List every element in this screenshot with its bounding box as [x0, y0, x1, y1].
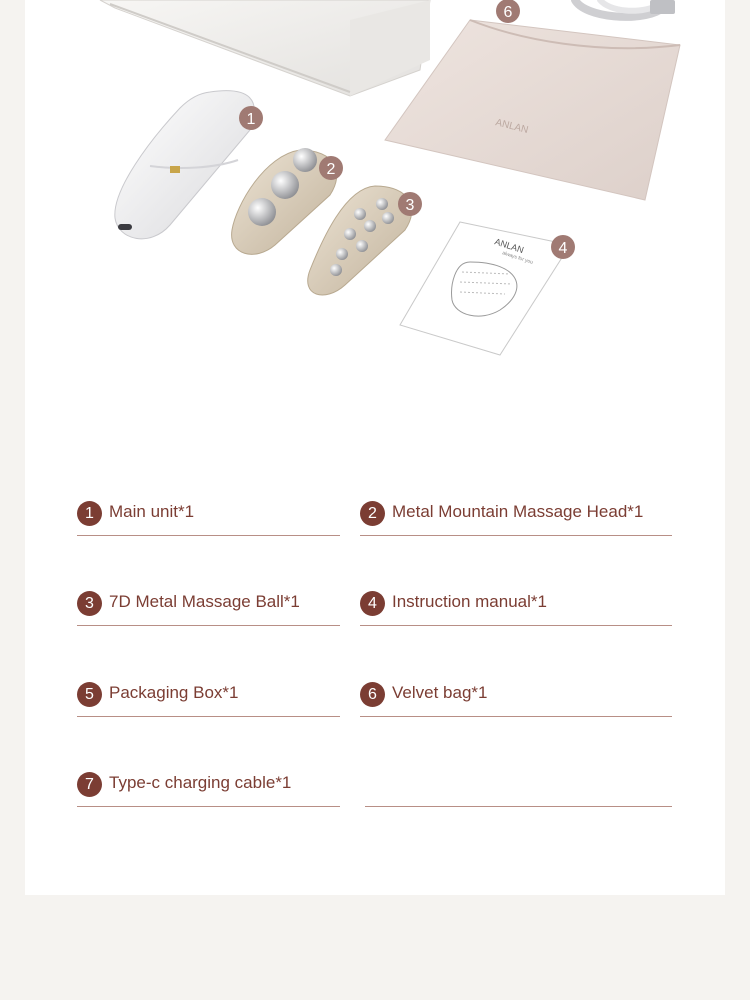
svg-text:2: 2 — [326, 161, 336, 178]
list-item-massage-ball — [77, 585, 340, 626]
list-item-empty — [365, 766, 672, 807]
item-number-badge: 4 — [360, 591, 385, 616]
charging-cable-image — [575, 0, 675, 17]
svg-text:ANLAN: ANLAN — [494, 117, 530, 136]
callout-1 — [239, 106, 263, 130]
svg-text:6: 6 — [503, 4, 513, 21]
packaging-box-image — [100, 0, 430, 96]
item-label: Type-c charging cable*1 — [109, 773, 292, 792]
callout-2 — [319, 156, 343, 180]
item-label: 7D Metal Massage Ball*1 — [109, 592, 300, 611]
list-item-instruction-manual — [360, 585, 672, 626]
svg-text:3: 3 — [405, 197, 415, 214]
manual-brand: ANLAN — [493, 236, 526, 256]
list-item-charging-cable — [77, 766, 340, 807]
instruction-manual-image — [400, 222, 570, 355]
list-item-velvet-bag — [360, 676, 672, 717]
item-label: Packaging Box*1 — [109, 683, 239, 702]
item-number-badge: 7 — [77, 772, 102, 797]
item-label: Instruction manual*1 — [392, 592, 547, 611]
callout-4 — [551, 235, 575, 259]
item-number-badge: 2 — [360, 501, 385, 526]
item-number-badge: 1 — [77, 501, 102, 526]
callout-3 — [398, 192, 422, 216]
item-number-badge: 3 — [77, 591, 102, 616]
item-label: Metal Mountain Massage Head*1 — [392, 502, 644, 521]
callout-6 — [496, 0, 520, 23]
item-number-badge: 5 — [77, 682, 102, 707]
list-item-massage-head — [360, 495, 672, 536]
manual-tagline: always for you — [501, 250, 534, 266]
item-label: Velvet bag*1 — [392, 683, 488, 702]
package-contents-photo — [0, 0, 750, 380]
item-number-badge: 6 — [360, 682, 385, 707]
svg-text:4: 4 — [558, 240, 568, 257]
massage-ball-image — [308, 186, 412, 295]
item-label: Main unit*1 — [109, 502, 195, 521]
list-item-packaging-box — [77, 676, 340, 717]
svg-text:1: 1 — [246, 111, 256, 128]
list-item-main-unit — [77, 495, 340, 536]
main-unit-image — [115, 91, 255, 239]
